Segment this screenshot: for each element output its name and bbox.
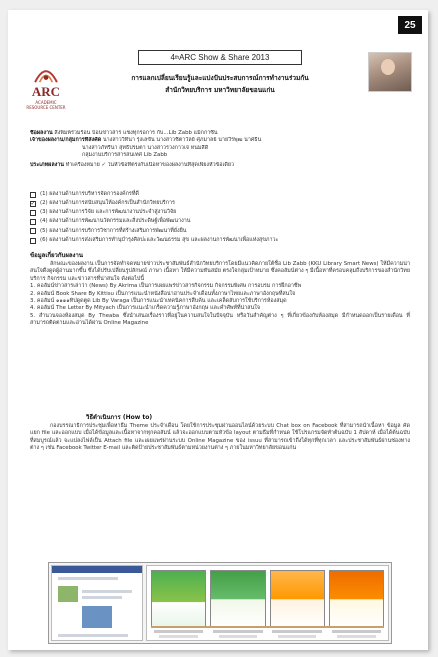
column-item: 2. คอลัมน์ Book Share By Kittisu เป็นการแนะนำหนังสือน่าอ่านประจำเดือนทั้งภาษาไทยและภาษาอังกฤษที่สนใจ [30,290,296,297]
category-item [30,227,410,236]
event-title [138,50,302,65]
category-item [30,199,410,208]
column-item: 5. สำนวนจองห้องสมุด By Theaba ซึ่งนำเสนอเรื่องราวที่อยู่ในความสนใจในปัจจุบัน หรือวันสำคัญต่าง ๆ ที่เกี่ยวข้องกับห้องสมุด มีกำหนดออกเป็นรายเดือน ที่สามารถติดตามและอ่านได้ผ่าน Online Magazine [30,312,410,327]
method-paragraph: กองบรรณาธิการประชุมเพื่อหาธีม Theme ประจำเดือน โดยใช้การประชุมผ่านออนไลน์ด้วยระบบ Chat box on Facebook ที่สามารถนำเนื้อหา ข้อมูล คัดแยก file และออกแบบ เมื่อได้ข้อมูลและเนื้อหาจากทุกคอลัมน์ แล้วจะออกแบบตามหัวข้อ layout ตามธีมที่กำหนด ใช้โปรแกรมจัดทำต้นฉบับ 1 สัปดาห์ เมื่อได้ต้นฉบับที่สมบูรณ์แล้ว จะแปลงไฟล์เป็น Attach file และเผยแพร่ผ่านระบบ Online Magazine ของ issuu ที่สามารถเข้าถึงได้ทุกที่ทุกเวลา และประชาสัมพันธ์ผ่านช่องทางต่าง ๆ เช่น Facebook Twitter E-mail และติดป้ายประชาสัมพันธ์ตามหน่วยงานต่าง ๆ ภายในมหาวิทยาลัยขอนแก่น [30,423,410,452]
page-number: 25 [398,16,422,34]
owner-line-2: นางสาวภัทรีนา สุทธิปรมตา นางสาวรวงกาวเจ่ หนมสีดี [82,144,209,151]
column-item: 4. คอลัมน์ The Letter By Mityach เป็นการแนะนำเกร็ดความรู้ภาษาอังกฤษ และคำศัพท์ที่น่าสนใจ [30,305,261,312]
checkbox[interactable] [30,228,36,234]
column-item: 3. คอลัมน์ ๑๑๑๑ทิปดูดตูด Lib By Varaga เป็นการแนะนำเทคนิคการสืบค้น และเคล็ดลับการใช้บริการห้องสมุด [30,298,287,305]
category-list [30,190,410,245]
column-item: 1. คอลัมน์ข่าวสารเล่าว่า (News) By Akrima เป็นการเผยแพร่ข่าวสารกิจกรรม กิจกรรมพิเศษ การอบรม การฝึกอาชีพ [30,283,302,290]
checkbox[interactable] [30,192,36,198]
method-heading: วิธีดำเนินการ (How to) [86,414,153,421]
title-text: ARC Show & Share 2013 [179,53,270,62]
screenshots-figure [48,562,392,644]
project-value: สิ่งพิมพ์ร่วมร้อน บ้อนข่าวสาร แชงทุกรอการ กับ...Lib Zabb แม็กกาซีน [54,130,218,136]
category-label: (6) ผลงานด้านการส่งเสริมการทำนุบำรุงศิลปะและวัฒนธรรม สุข และผลงานการพัฒนาเพื่อแห่งสุขภาวะ [40,236,279,243]
method-body [30,423,410,453]
owner-label: เจ้าของผลงาน/กลุ่มการที่ส่งคัด [30,137,102,144]
owner-value: นางสาววิทินา รุ่งเลขัน นางสาวชิตาวัลย์ ศุภมาลย์ นายวีรพุฒ นาศธิน [102,137,262,144]
staff-group-photo [368,52,412,92]
category-label: (3) ผลงานด้านการวิจัย และการพัฒนางานประจำสู่งานวิจัย [40,209,177,216]
category-label: (5) ผลงานด้านการบริการวิชาการที่สร้างเสริมการพัฒนาที่ยั่งยืน [40,227,187,234]
project-label: ชื่อผลงาน [30,130,53,136]
category-item [30,236,410,245]
category-label: (4) ผลงานด้านการพัฒนานวัตกรรมและสิ่งประดิษฐ์เพื่อพัฒนางาน [40,218,191,225]
title-number: 4 [170,53,175,62]
details-paragraph: ลักษณะของผลงาน เป็นการจัดทำจดหมายข่าวประชาสัมพันธ์สำนักวิทยบริการโดยมีแนวคิดภายใต้ชื่อ Lib Zabb (KKU Library Smart News) ให้มีความน่าสนใจดึงดูดผู้อ่านมากขึ้น ซึ่งได้ปรับเปลี่ยนรูปลักษณ์ ภาษา เนื้อหา ให้มีความทันสมัย ตรงใจกลุ่มเป้าหมาย ซึ่งคอลัมน์ต่าง ๆ มีเนื้อหาที่ครอบคลุมถึงบริการของสำนักวิทยบริการ กิจกรรม และข่าวสารที่น่าสนใจ ดังต่อไปนี้ [30,261,411,282]
arc-logo [26,64,66,110]
category-item [30,208,410,217]
checkbox[interactable]: ✓ [30,199,36,207]
category-item [30,218,410,227]
type-instruction: ทำเครื่องหมาย ✓ ในหัวข้อที่ตรงกับเนื้อหาของผลงานที่สุดเพียงหัวข้อเดียว [65,161,235,168]
type-label: ประเภทผลงาน [30,161,64,168]
category-label: (1) ผลงานด้านการบริหารจัดการองค์กรที่ดี [40,190,139,197]
event-subtitle [84,72,356,96]
checkbox[interactable] [30,238,36,244]
subtitle-line-1: การแลกเปลี่ยนเรียนรู้และแบ่งปันประสบการณ์การทำงานร่วมกัน [131,74,309,82]
checkbox[interactable] [30,210,36,216]
facebook-page-screenshot [51,565,143,641]
checkbox[interactable] [30,219,36,225]
document-page [8,10,428,650]
details-heading: ข้อมูลเกี่ยวกับผลงาน [30,252,83,259]
category-label: (2) ผลงานด้านการสนับสนุนให้องค์กรเป็นสำนักวิทยบริการ [40,200,175,207]
details-body [30,261,410,328]
logo-text: ARC [31,84,61,99]
title-superscript: th [175,54,180,61]
magazine-shelf-screenshot [146,565,389,641]
logo-subtitle: ACADEMIC RESOURCE CENTER [26,100,66,110]
document-header [26,42,412,132]
category-item [30,190,410,199]
subtitle-line-2: สำนักวิทยบริการ มหาวิทยาลัยขอนแก่น [165,86,275,94]
owner-line-3: กลุ่มงานบริการสารสนเทศ Lib Zabb [82,152,168,159]
arc-logo-icon [31,64,61,84]
project-info [30,130,410,169]
